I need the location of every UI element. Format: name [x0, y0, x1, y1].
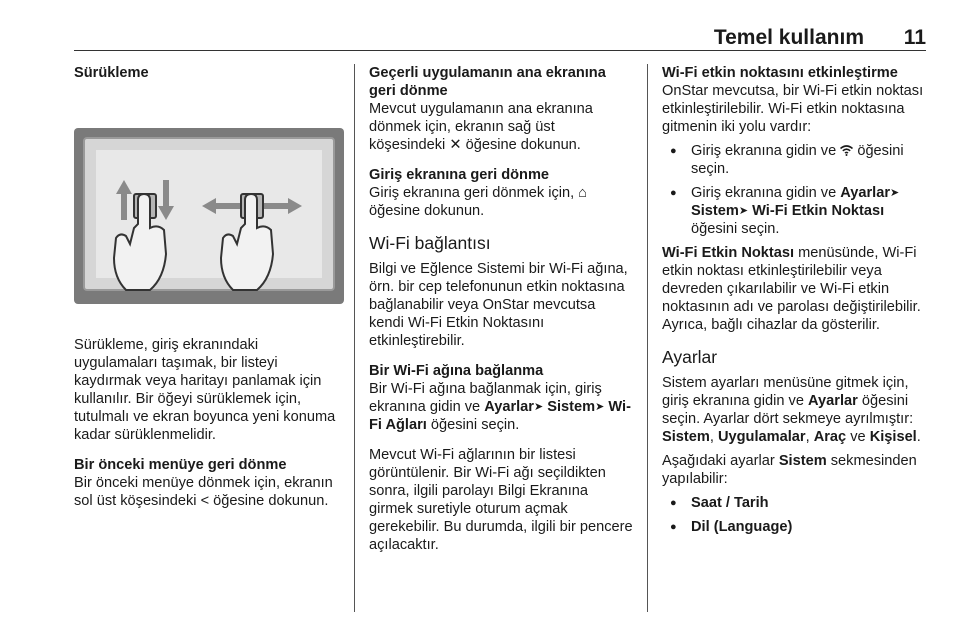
column-2	[369, 64, 633, 566]
column-1	[74, 64, 344, 522]
drag-illustration-svg	[74, 128, 344, 304]
home-icon: ⌂	[578, 185, 588, 201]
section-heading-settings: Ayarlar	[662, 347, 718, 367]
hotspot-steps	[662, 142, 930, 238]
wifi-list-description: Mevcut Wi-Fi ağlarının bir listesi görüntülenir. Bir Wi-Fi ağı seçildikten sonra, ilgili parolayı Bilgi Ekranına girmek suretiyle oturum açmak gerekebilir. Bu durumda, ilgili bir pencere açılacaktır.	[369, 447, 633, 553]
close-icon: ✕	[449, 137, 462, 153]
settings-description: Sistem ayarları menüsüne gitmek için, giriş ekranına gidin ve Ayarlar öğesini seçin. Ayarlar dört sekmeye ayrılmıştır: Sistem, Uygulamalar, Araç ve Kişisel.	[662, 375, 921, 445]
section-heading-wifi-connect: Bir Wi-Fi ağına bağlanma	[369, 363, 544, 379]
section-heading-wifi: Wi-Fi bağlantısı	[369, 233, 491, 253]
wifi-connect-description: Bir Wi-Fi ağına bağlanmak için, giriş ekranına gidin ve Ayarlar➤ Sistem➤ Wi-Fi Ağları öğesini seçin.	[369, 381, 631, 433]
arrow-right-icon: ➤	[533, 401, 544, 413]
section-heading-hotspot: Wi-Fi etkin noktasını etkinleştirme	[662, 65, 898, 81]
dragging-description: Sürükleme, giriş ekranındaki uygulamaları taşımak, bir listeyi kaydırmak veya haritayı panlamak için kullanılır. Bir öğeyi sürüklemek için, tutulmalı ve ekran boyunca yeni konuma kadar sürüklenmelidir.	[74, 337, 336, 443]
list-item: ● Giriş ekranına gidin ve öğesini seçin.	[662, 142, 930, 178]
wifi-description: Bilgi ve Eğlence Sistemi bir Wi-Fi ağına, örn. bir cep telefonunun etkin noktasına bağlanabilir veya OnStar mevcutsa kendi Wi-Fi Etkin Noktasını etkinleştirebilir.	[369, 261, 628, 349]
home-screen-description: Giriş ekranına geri dönmek için, ⌂ öğesine dokunun.	[369, 185, 588, 219]
hotspot-menu-description: Wi-Fi Etkin Noktası menüsünde, Wi-Fi etkin noktası etkinleştirilebilir veya devreden çıkarılabilir ve Wi-Fi etkin noktasının adı ve parolası değiştirilebilir. Ayrıca, bağlı cihazlar da gösterilir.	[662, 245, 921, 333]
hotspot-description: OnStar mevcutsa, bir Wi-Fi etkin noktası etkinleştirilebilir. Wi-Fi etkin noktasına gitmenin iki yolu vardır:	[662, 83, 924, 135]
previous-menu-description: Bir önceki menüye dönmek için, ekranın sol üst köşesindeki < öğesine dokunun.	[74, 475, 333, 509]
system-tab-description: Aşağıdaki ayarlar Sistem sekmesinden yapılabilir:	[662, 453, 917, 487]
app-home-description: Mevcut uygulamanın ana ekranına dönmek için, ekranın sağ üst köşesindeki ✕ öğesine dokunun.	[369, 101, 593, 153]
list-item: ● Giriş ekranına gidin ve Ayarlar➤ Sistem➤ Wi-Fi Etkin Noktası öğesini seçin.	[662, 184, 930, 238]
arrow-right-icon: ➤	[738, 205, 749, 217]
drag-gesture-illustration	[74, 128, 344, 304]
section-heading-app-home: Geçerli uygulamanın ana ekranına geri dönme	[369, 65, 606, 99]
section-heading-home-screen: Giriş ekranına geri dönme	[369, 167, 550, 183]
arrow-right-icon: ➤	[890, 187, 900, 199]
list-item: ● Dil (Language)	[662, 518, 930, 536]
column-divider	[354, 64, 355, 612]
back-icon: <	[200, 493, 210, 509]
section-heading-dragging: Sürükleme	[74, 65, 149, 81]
column-divider	[647, 64, 648, 612]
wifi-icon	[840, 143, 857, 159]
column-3	[662, 64, 930, 542]
system-settings-list	[662, 494, 930, 536]
arrow-right-icon: ➤	[595, 401, 605, 413]
page-number: 11	[903, 26, 926, 49]
list-item: ● Saat / Tarih	[662, 494, 930, 512]
section-heading-previous-menu: Bir önceki menüye geri dönme	[74, 457, 287, 473]
header-rule	[74, 50, 926, 51]
page-title: Temel kullanım	[713, 26, 864, 49]
